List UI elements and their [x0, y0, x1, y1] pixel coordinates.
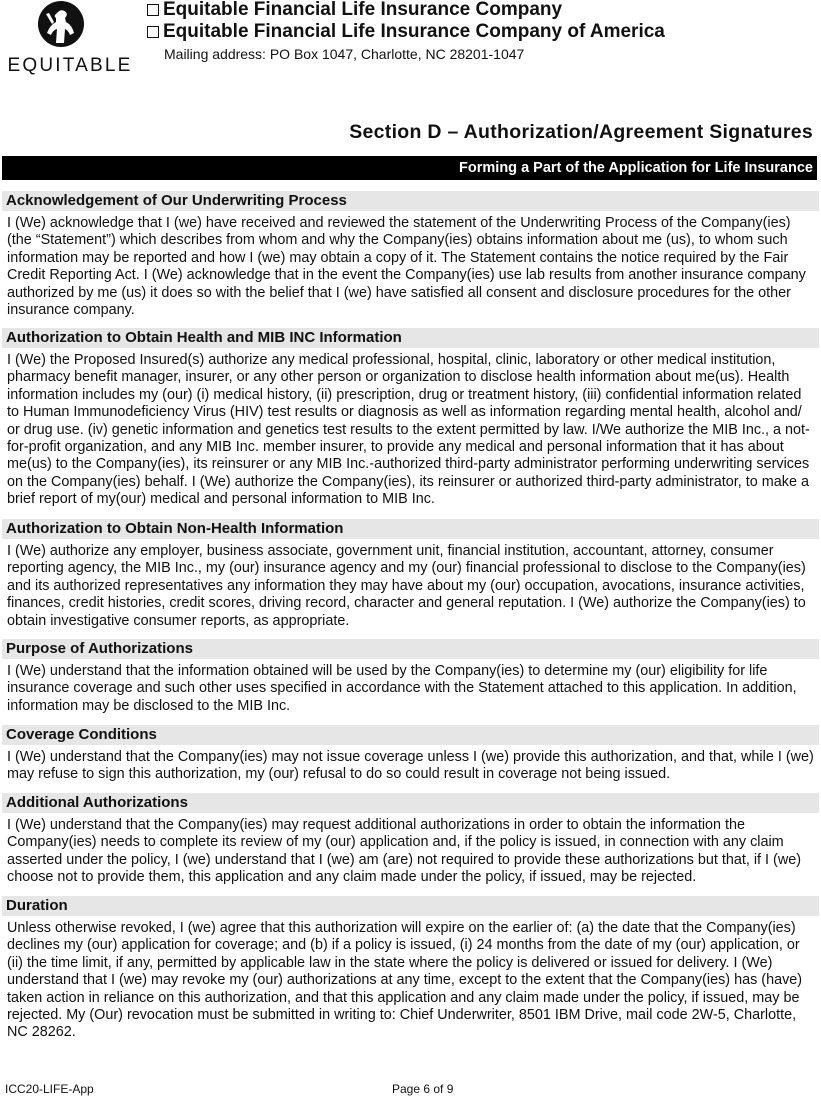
paragraph-duration: Unless otherwise revoked, I (we) agree that this authorization will expire on the earlier of: (a) the date that the Company(ies) declines my (our) application for coverage; and (b) if a policy is issued, (i) 24 months from the date of my (our) application, or (ii) the time limit, if any, permitted by applicable law in the state where the policy is delivered or issued for delivery. I (We) understand that I (we) may revoke my (our) authorizations at any time, except to the extent that the Company(ies) has (have) taken action in reliance on this authorization, and that this application and any claim made under the policy, if issued, may be rejected. My (Our) revocation must be submitted in writing to: Chief Underwriter, 8501 IBM Drive, mail code 2W-5, Charlotte, NC 28262. — [7, 920, 803, 1041]
page-number: Page 6 of 9 — [392, 1082, 454, 1096]
logo-wordmark: EQUITABLE — [7, 55, 133, 76]
heading-purpose: Purpose of Authorizations — [2, 639, 819, 659]
paragraph-health-mib: I (We) the Proposed Insured(s) authorize any medical professional, hospital, clinic, laboratory or other medical institution, pharmacy benefit manager, insurer, or any other person or organization to disclose health information about me(us). Health information includes my (our) (i) medical history, (ii) prescription, drug or treatment history, (iii) confidential information related to Human Immunodeficiency Virus (HIV) test results or diagnosis as well as information regarding mental health, alcohol and/ or drug use. (iv) genetic information and genetics test results to the extent permitted by law. I/We authorize the MIB Inc., a not-for-profit organization, and any MIB Inc. member insurer, to provide any medical and personal information that it has about me(us) to the Company(ies), its reinsurer or any MIB Inc.-authorized third-party administrator performing underwriting services on the Company(ies) behalf. I (We) authorize the Company(ies), its reinsurer or authorized third-party administrator, to make a brief report of my(our) medical and personal information to MIB Inc. — [7, 352, 810, 508]
company-2-checkbox[interactable] — [147, 26, 159, 38]
paragraph-non-health: I (We) authorize any employer, business associate, government unit, financial institution, accountant, attorney, consumer reporting agency, the MIB Inc., my (our) insurance agency and my (our) financial professional to disclose to the Company(ies) and its authorized representatives any information they may have about my (our) occupation, avocations, insurance activities, finances, credit histories, credit scores, driving record, character and general reputation. I (We) authorize the Company(ies) to obtain investigative consumer reports, as appropriate. — [7, 543, 806, 629]
paragraph-purpose: I (We) understand that the information obtained will be used by the Company(ies) to determine my (our) eligibility for life insurance coverage and such other uses specified in accordance with the Statement attached to this application. In addition, information may be disclosed to the MIB Inc. — [7, 663, 797, 714]
paragraph-underwriting-process: I (We) acknowledge that I (we) have received and reviewed the statement of the Underwriting Process of the Company(ies) (the “Statement”) which describes from whom and why the Company(ies) obtains information about me (us), to whom such information may be reported and how I (we) may obtain a copy of it. The Statement contains the notice required by the Fair Credit Reporting Act. I (We) acknowledge that in the event the Company(ies) use lab results from another insurance company authorized by me (us) it does so with the belief that I (we) have satisfied all consent and disclosure procedures for the other insurance company. — [7, 215, 806, 319]
company-1-checkbox[interactable] — [147, 4, 159, 16]
company-1-label: Equitable Financial Life Insurance Company — [163, 0, 563, 20]
heading-additional-authorizations: Additional Authorizations — [2, 793, 819, 813]
company-2-label: Equitable Financial Life Insurance Company of America — [163, 21, 665, 42]
mailing-address: Mailing address: PO Box 1047, Charlotte, NC 28201-1047 — [164, 46, 525, 62]
equitable-logo — [0, 0, 140, 80]
heading-health-mib: Authorization to Obtain Health and MIB INC Information — [2, 328, 819, 348]
paragraph-additional-authorizations: I (We) understand that the Company(ies) may request additional authorizations in order to obtain the information the Company(ies) needs to complete its review of my (our) application and, if the policy is issued, in connection with any claim asserted under the policy, I (we) understand that I (we) am (are) not required to provide these authorizations but that, if I (we) choose not to provide them, this application and any claim made under the policy, if issued, may be rejected. — [7, 817, 802, 886]
section-title: Section D – Authorization/Agreement Signatures — [349, 121, 813, 143]
heading-coverage-conditions: Coverage Conditions — [2, 725, 819, 745]
company-option-1[interactable] — [147, 0, 562, 21]
heading-duration: Duration — [2, 896, 819, 916]
section-banner: Forming a Part of the Application for Life Insurance — [2, 156, 817, 180]
company-option-2[interactable] — [147, 21, 665, 43]
form-id: ICC20-LIFE-App — [5, 1082, 94, 1096]
heading-non-health: Authorization to Obtain Non-Health Information — [2, 519, 819, 539]
paragraph-coverage-conditions: I (We) understand that the Company(ies) may not issue coverage unless I (we) provide this authorization, and that, while I (we) may refuse to sign this authorization, my (our) refusal to do so could result in coverage not being issued. — [7, 749, 814, 783]
heading-underwriting-process: Acknowledgement of Our Underwriting Process — [2, 191, 819, 211]
statue-logo-icon — [30, 0, 92, 50]
